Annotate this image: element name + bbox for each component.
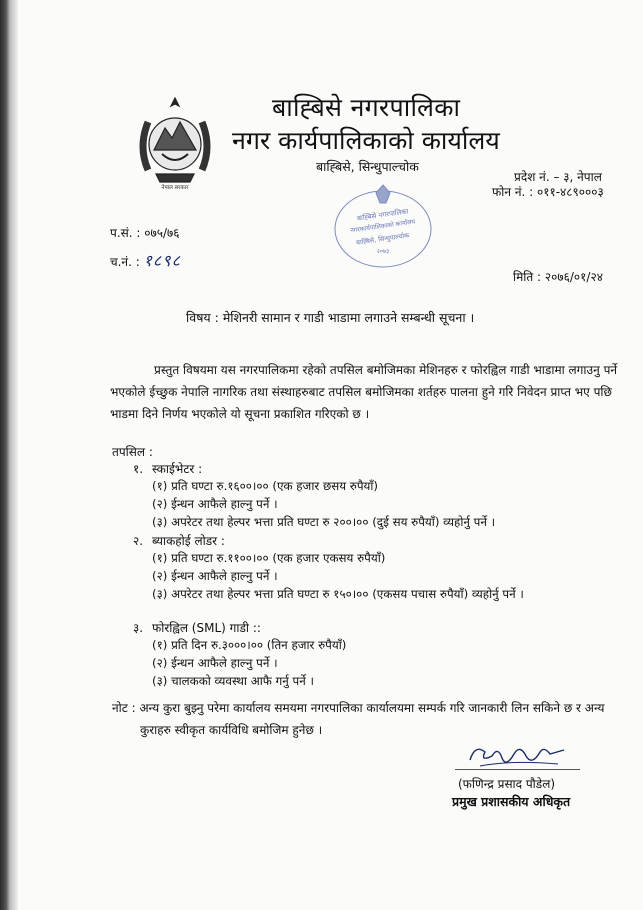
patra-sankhya-label: प.सं. : [110,226,141,240]
item-2-line-3: (३) अपरेटर तथा हेल्पर भत्ता प्रति घण्टा रु १५०।०० (एकसय पचास रुपैयाँ) व्यहोर्नु पर्ने । [152,587,524,601]
office-stamp-icon [328,183,438,273]
date-label: मिति : [513,270,542,284]
patra-sankhya-value: ०७५/७६ [144,226,180,240]
subject-line: विषय : मेशिनरी सामान र गाडी भाडामा लगाउने सम्बन्धी सूचना । [186,310,475,325]
item-1-line-1: (१) प्रति घण्टा रु.१६००।०० (एक हजार छसय रुपैयाँ) [152,479,379,493]
item-1-line-2: (२) ईन्धन आफैले हाल्नु पर्ने । [152,497,278,511]
scan-binding-edge [0,0,18,910]
item-number-3: ३. [133,621,144,635]
item-3-line-2: (२) ईन्धन आफैले हाल्नु पर्ने । [152,656,278,670]
office-title: नगर कार्यपालिकाको कार्यालय [232,126,500,155]
signature-line [455,769,580,770]
nepal-emblem-icon [132,92,218,192]
item-name-2: ब्याकहोई लोडर : [152,534,225,548]
item-3-line-1: (१) प्रति दिन रु.३०००।०० (तिन हजार रुपैयाँ) [152,638,347,652]
patra-sankhya [110,224,180,241]
item-2-line-1: (१) प्रति घण्टा रु.११००।०० (एक हजार एकसय रुपैयाँ) [152,551,386,565]
signatory-name: (फणिन्द्र प्रसाद पौडेल) [458,777,556,791]
province-number: प्रदेश नं. – ३, नेपाल [514,170,602,184]
note-line-2: कुराहरु स्वीकृत कार्यविधि बमोजिम हुनेछ । [140,723,323,737]
item-2-line-2: (२) ईन्धन आफैले हाल्नु पर्ने । [152,569,278,583]
signatory-designation: प्रमुख प्रशासकीय अधिकृत [452,794,571,809]
chalani-number [110,249,181,271]
item-3-line-3: (३) चालकको व्यवस्था आफै गर्नु पर्ने । [152,674,315,688]
chalani-handwritten-value: १८९८ [143,251,181,270]
emblem-caption: नेपाल सरकार [161,185,189,191]
item-name-3: फोरह्विल (SML) गाडी :: [152,621,261,635]
date-value: २०७६/०१/२४ [544,270,603,284]
svg-text:नगरकार्यपालिकाको कार्यालय: नगरकार्यपालिकाको कार्यालय [349,218,416,235]
letter-date [513,268,603,285]
item-name-1: स्काईभेटर : [152,462,203,476]
municipality-title: बाह्बिसे नगरपालिका [272,93,461,122]
note-block [112,697,632,741]
svg-text:बाह्बिसे नगरपालिका: बाह्बिसे नगरपालिका [356,207,409,223]
chalani-label: च.नं. : [110,255,140,269]
phone-number: फोन नं. : ०११-४८९०००३ [492,185,604,199]
item-number-1: १. [133,462,144,476]
item-1-line-3: (३) अपरेटर तथा हेल्पर भत्ता प्रति घण्टा रु २००।०० (दुई सय रुपैयाँ) व्यहोर्नु पर्ने । [152,515,496,529]
item-number-2: २. [133,534,144,548]
body-paragraph: प्रस्तुत विषयमा यस नगरपालिकमा रहेको तपसिल बमोजिमका मेशिनहरु र फोरह्विल गाडी भाडामा लगाउनु पर्ने भएकोले ईच्छुक नेपालि नागरिक तथा संस्थाहरुबाट तपसिल बमोजिमका शर्तहरु पालना हुने गरि निवेदन प्राप्त भए पछि भाडमा दिने निर्णय भएकोले यो सूचना प्रकाशित गरिएको छ । [110,363,618,421]
svg-text:२०७३: २०७३ [376,248,390,255]
note-line-1: नोट : अन्य कुरा बुझ्नु परेमा कार्यालय समयमा नगरपालिका कार्यालयमा सम्पर्क गरि जानकारी लिन सकिने छ र अन्य [112,701,605,715]
tapsil-label: तपसिल : [112,445,153,459]
svg-text:बाह्बिसे, सिन्धुपाल्चोक: बाह्बिसे, सिन्धुपाल्चोक [355,231,410,247]
office-address: बाह्बिसे, सिन्धुपाल्चोक [316,159,419,174]
